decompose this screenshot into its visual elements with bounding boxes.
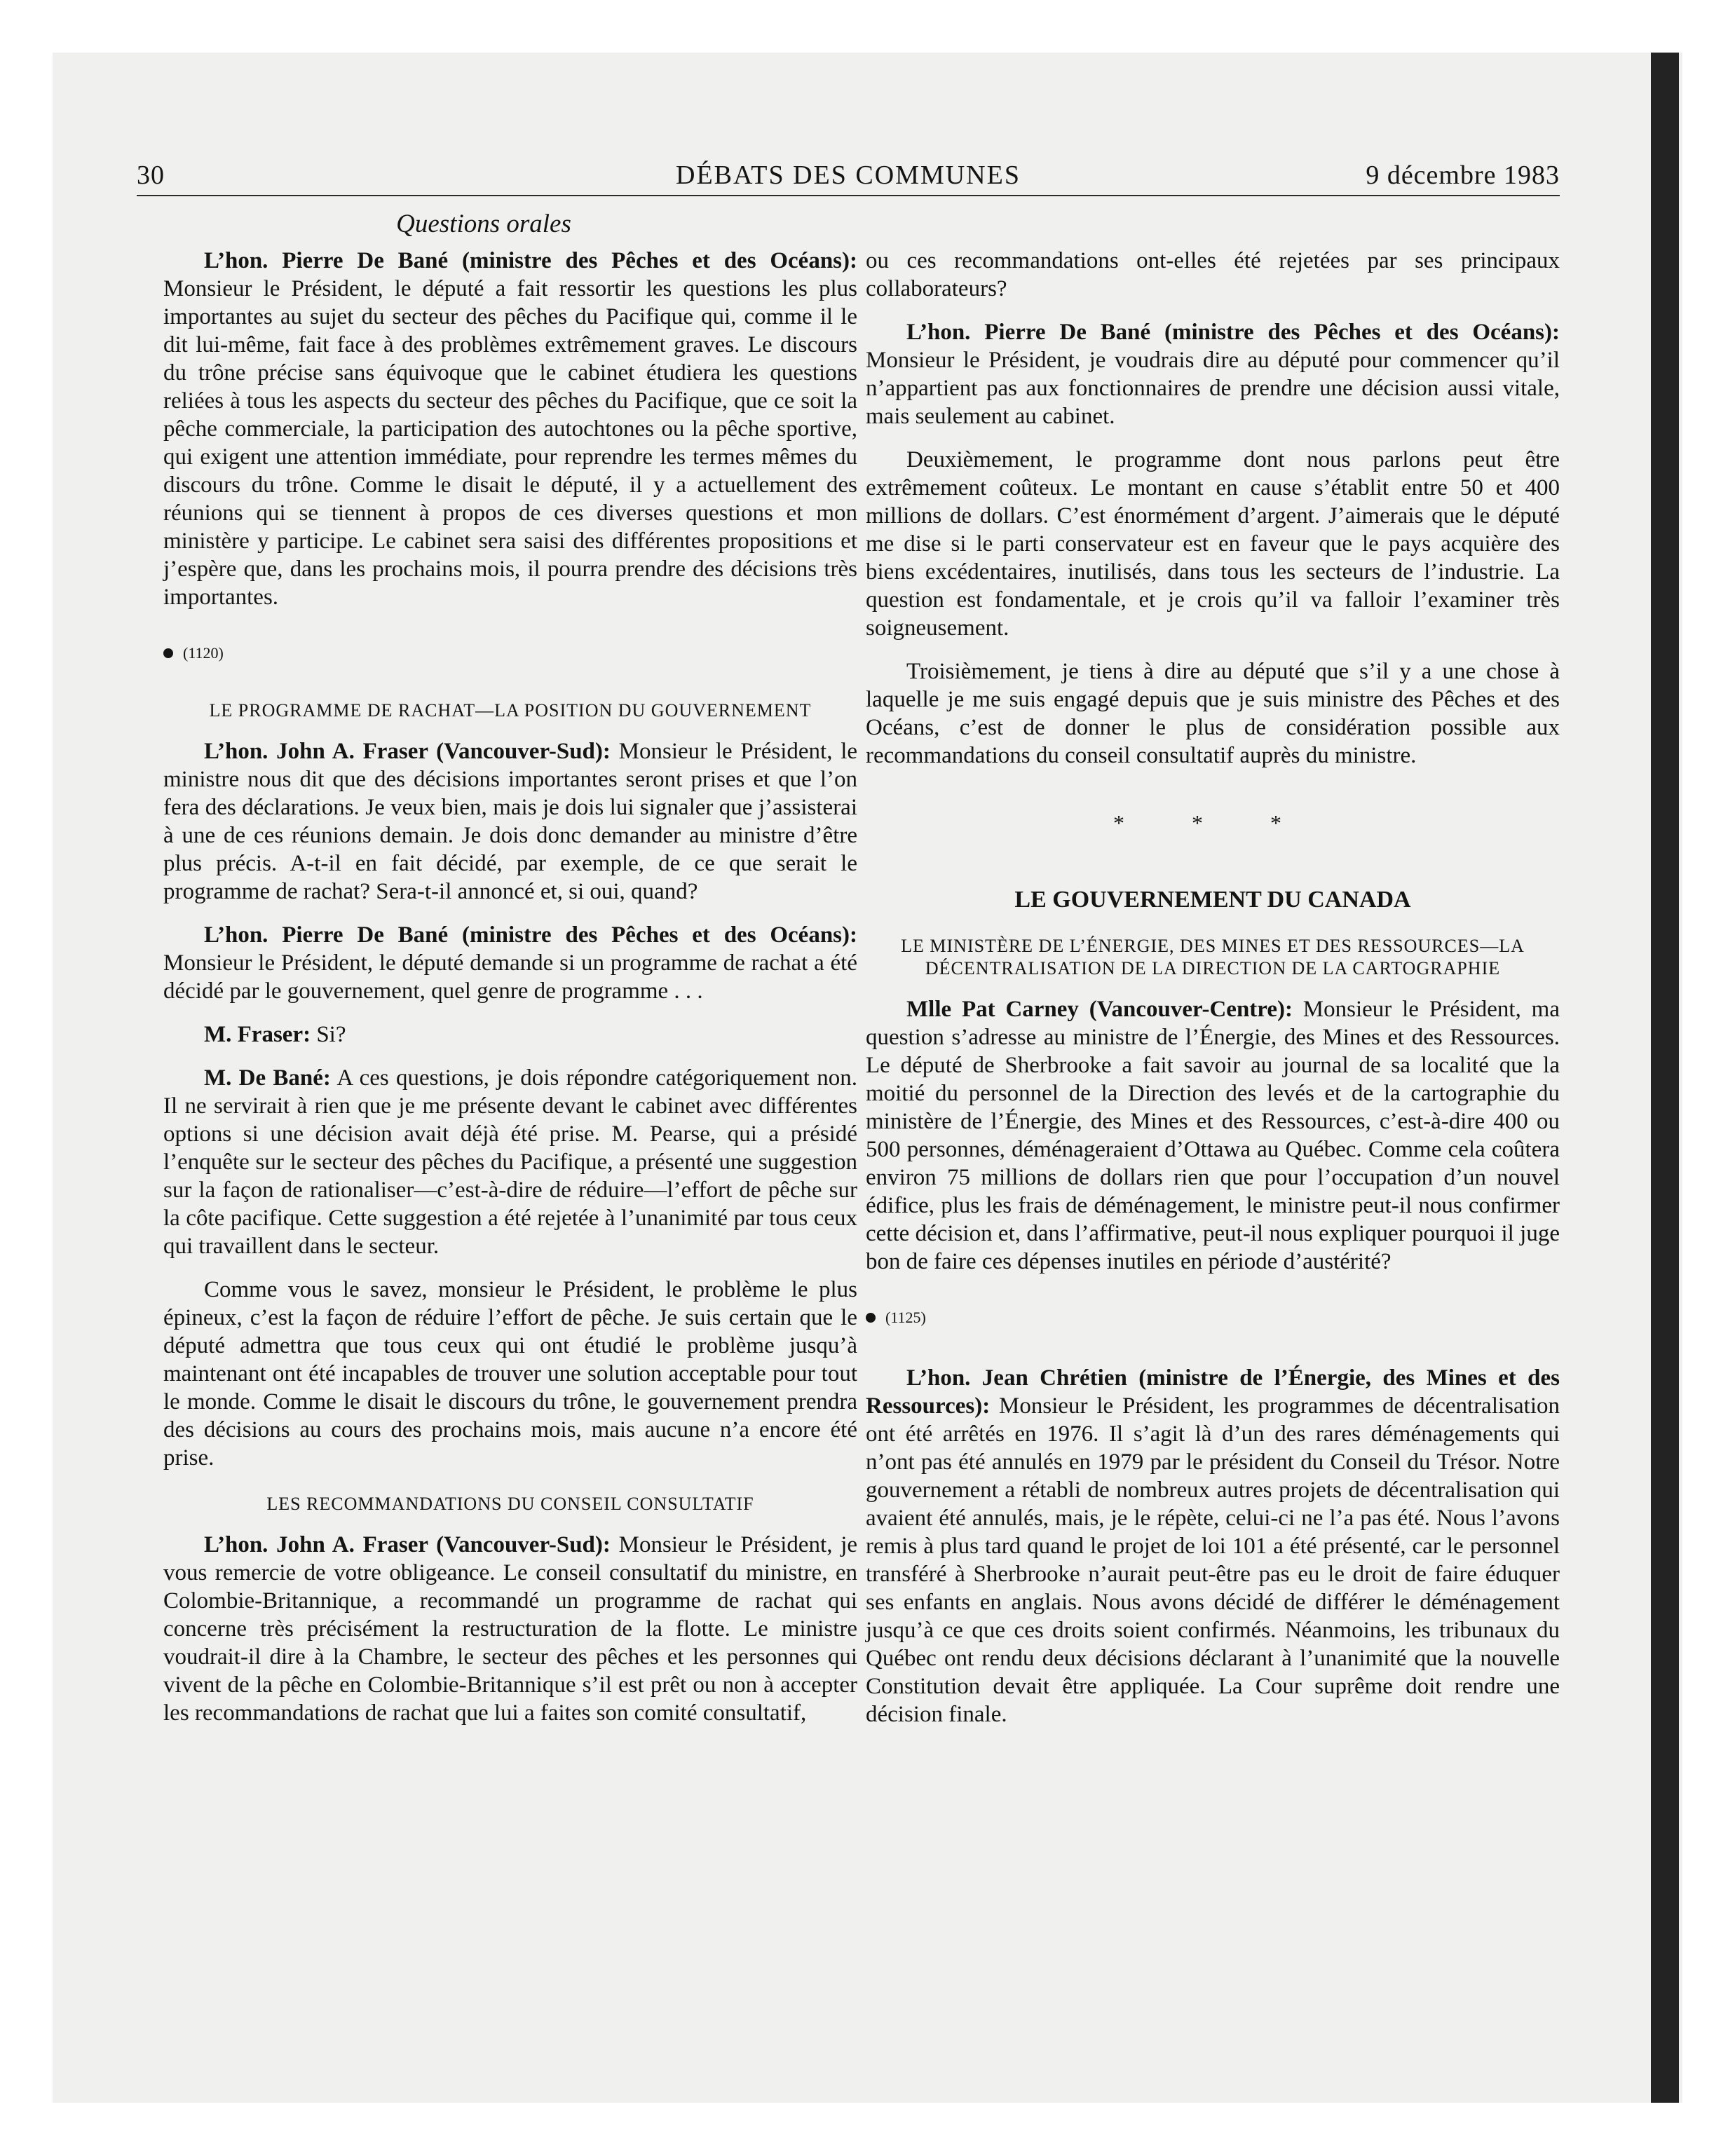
speech-text: Monsieur le Président, je voudrais dire au député pour commencer qu’il n’appartient pas aux fonctionnaires de prendre une décision aussi vitale, mais seulement au cabinet.: [866, 348, 1560, 429]
paragraph: Troisièmement, je tiens à dire au député que s’il y a une chose à laquelle je me suis engagé depuis que je suis ministre des Pêches et des Océans, c’est de donner le plus de considération possible aux recommandations du conseil consultatif auprès du ministre.: [866, 659, 1560, 768]
bullet-dot-icon: [163, 648, 173, 658]
speaker-name: L’hon. John A. Fraser (Vancouver-Sud):: [204, 1532, 611, 1557]
bullet-dot-icon: [866, 1313, 876, 1323]
section-separator: * * *: [1113, 810, 1312, 835]
paragraph: [163, 1531, 857, 1727]
scan-binding-edge: [1651, 53, 1679, 2103]
time-marker: [866, 1304, 1560, 1332]
speech-text: Monsieur le Président, les programmes de décentralisation ont été arrêtés en 1976. Il s’agit là d’un des rares déménagements qui n’ont pas été annulés en 1979 par le président du Conseil du Trésor. Notre gouvernement a rétabli de nombreux autres projets de décentralisation qui avaient été annulés, mais, je le répète, celui-ci ne l’a pas été. Nous l’avons remis à plus tard quand le projet de loi 101 a été présenté, car le personnel transféré à Sherbrooke n’aurait peut-être pas eu le droit de faire éduquer ses enfants en anglais. Nous avons décidé de différer le déménagement jusqu’à ce que ces droits soient confirmés. Néanmoins, les tribunaux du Québec ont rendu deux décisions déclarant à l’unanimité que la nouvelle Constitution devait être appliquée. La Cour suprême doit rendre une décision finale.: [866, 1393, 1560, 1727]
paragraph: [866, 995, 1560, 1276]
paragraph: ou ces recommandations ont-elles été rejetées par ses principaux collaborateurs?: [866, 248, 1560, 301]
speaker-name: L’hon. Pierre De Bané (ministre des Pêches et des Océans):: [204, 248, 857, 273]
subheading: LE MINISTÈRE DE L’ÉNERGIE, DES MINES ET DES RESSOURCES—LA DÉCENTRALISATION DE LA DIRECTION DE LA CARTOGRAPHIE: [901, 936, 1525, 978]
speaker-name: L’hon. Pierre De Bané (ministre des Pêches et des Océans):: [204, 922, 857, 948]
speaker-name: Mlle Pat Carney (Vancouver-Centre):: [906, 997, 1293, 1022]
speech-text: Si?: [311, 1022, 346, 1047]
paragraph: [163, 737, 857, 906]
publication-title: DÉBATS DES COMMUNES: [676, 161, 1021, 190]
paragraph: [866, 1364, 1560, 1728]
speaker-name: L’hon. John A. Fraser (Vancouver-Sud):: [204, 739, 611, 764]
paragraph: [163, 247, 857, 611]
subheading: LES RECOMMANDATIONS DU CONSEIL CONSULTATIF: [266, 1494, 754, 1514]
speaker-name: L’hon. Jean Chrétien (ministre de l’Énergie, des Mines et des Ressources):: [866, 1365, 1560, 1419]
page-number: 30: [137, 161, 165, 190]
main-heading: LE GOUVERNEMENT DU CANADA: [1014, 887, 1411, 913]
paragraph: [866, 318, 1560, 430]
speech-text: Monsieur le Président, le député a fait ressortir les questions les plus importantes au sujet du secteur des pêches du Pacifique qui, comme il le dit lui-même, fait face à des problèmes extrêmement graves. Le discours du trône précise sans équivoque que le cabinet étudiera les questions reliées à tous les aspects du secteur des pêches du Pacifique, que ce soit la pêche commerciale, la participation des autochtones ou la pêche sportive, qui exigent une attention immédiate, pour reprendre les termes mêmes du discours du trône. Comme le disait le député, il y a actuellement des réunions qui se tiennent à propos de ces diverses questions et mon ministère y participe. Le cabinet sera saisi des différentes propositions et j’espère que, dans les prochains mois, il pourra prendre des décisions très importantes.: [163, 276, 857, 610]
speech-text: Monsieur le Président, le député demande si un programme de rachat a été décidé par le gouvernement, quel genre de programme . . .: [163, 950, 857, 1004]
subheading: LE PROGRAMME DE RACHAT—LA POSITION DU GOUVERNEMENT: [209, 700, 812, 721]
paragraph: Deuxièmement, le programme dont nous parlons peut être extrêmement coûteux. Le montant en cause s’établit entre 50 et 400 millions de dollars. C’est énormément d’argent. J’aimerais que le député me dise si le parti conservateur est en faveur que le pays acquière des biens excédentaires, inutilisés, dans tous les secteurs de l’industrie. La question est fondamentale, et je crois qu’il va falloir l’examiner très soigneusement.: [866, 447, 1560, 641]
paragraph: [163, 1021, 857, 1049]
section-label: Questions orales: [396, 210, 571, 238]
speech-text: Monsieur le Président, ma question s’adresse au ministre de l’Énergie, des Mines et des Ressources. Le député de Sherbrooke a fait savoir au journal de sa localité que la moitié du personnel de la Direction des levés et de la cartographie du ministère de l’Énergie, des Mines et des Ressources, c’est-à-dire 400 ou 500 personnes, déménageraient d’Ottawa au Québec. Comme cela coûtera environ 75 millions de dollars rien que pour l’occupation d’un nouvel édifice, plus les frais de déménagement, le ministre peut-il nous confirmer cette décision et, dans l’affirmative, peut-il nous expliquer pourquoi il juge bon de faire ces dépenses inutiles en période d’austérité?: [866, 997, 1560, 1274]
time-marker-text: (1120): [183, 644, 224, 662]
issue-date: 9 décembre 1983: [1366, 161, 1560, 190]
speaker-name: M. De Bané:: [204, 1065, 331, 1091]
paragraph: [163, 921, 857, 1005]
time-marker-text: (1125): [885, 1309, 926, 1326]
left-column: [163, 247, 857, 1742]
speech-text: Monsieur le Président, le ministre nous dit que des décisions importantes seront prises et que l’on fera des déclarations. Je veux bien, mais je dois lui signaler que j’assisterai à une de ces réunions demain. Je dois donc demander au ministre d’être plus précis. A-t-il en fait décidé, par exemple, de ce que serait le programme de rachat? Sera-t-il annoncé et, si oui, quand?: [163, 739, 858, 904]
speaker-name: L’hon. Pierre De Bané (ministre des Pêches et des Océans):: [906, 320, 1560, 345]
paragraph: Comme vous le savez, monsieur le Président, le problème le plus épineux, c’est la façon de réduire l’effort de pêche. Je suis certain que le député admettra que tous ceux qui ont étudié le problème jusqu’à maintenant ont été incapables de trouver une solution acceptable pour tout le monde. Comme le disait le discours du trône, le gouvernement prendra des décisions au cours des prochains mois, mais aucune n’a encore été prise.: [163, 1277, 857, 1471]
speaker-name: M. Fraser:: [204, 1022, 311, 1047]
running-header: [137, 156, 1560, 196]
right-column: [866, 247, 1560, 1744]
paragraph: [163, 1064, 857, 1260]
speech-text: A ces questions, je dois répondre catégoriquement non. Il ne servirait à rien que je me présente devant le cabinet avec différentes options si une décision avait déjà été prise. M. Pearse, qui a présidé l’enquête sur le secteur des pêches du Pacifique, a présenté une suggestion sur la façon de rationaliser—c’est-à-dire de réduire—l’effort de pêche sur la côte pacifique. Cette suggestion a été rejetée à l’unanimité par tous ceux qui travaillent dans le secteur.: [163, 1065, 857, 1259]
time-marker: [163, 639, 857, 667]
speech-text: Monsieur le Président, je vous remercie de votre obligeance. Le conseil consultatif du ministre, en Colombie-Britannique, a recommandé un programme de rachat qui concerne très précisément la restructuration de la flotte. Le ministre voudrait-il dire à la Chambre, le secteur des pêches et les personnes qui vivent de la pêche en Colombie-Britannique s’il est prêt ou non à accepter les recommandations de rachat que lui a faites son comité consultatif,: [163, 1532, 858, 1726]
